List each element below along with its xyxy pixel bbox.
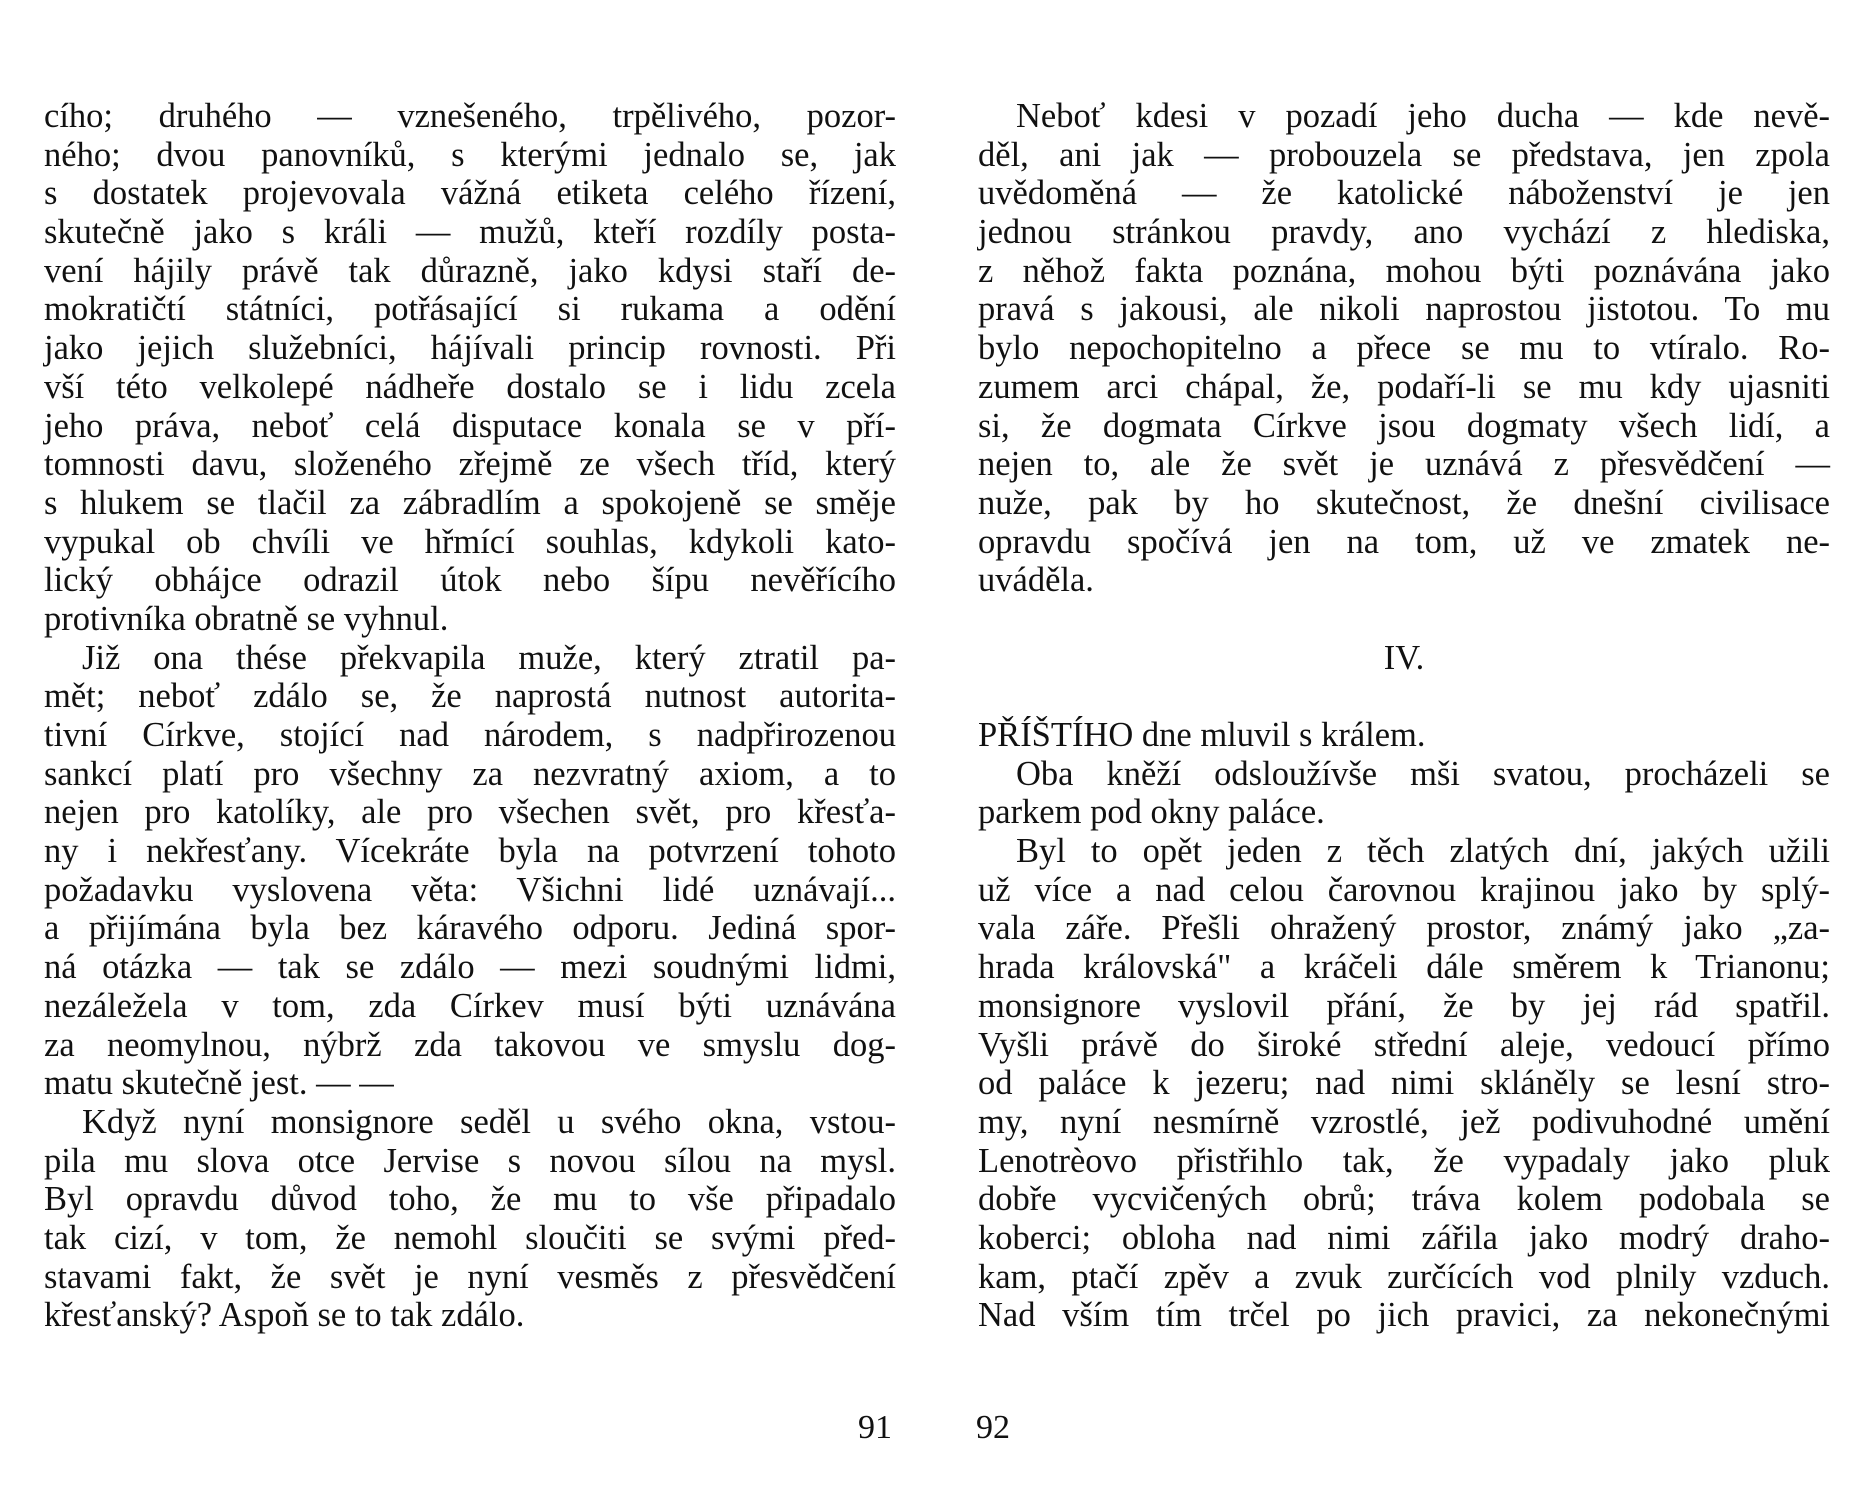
text-line: pila mu slova otce Jervise s novou sílou na mysl. [44, 1141, 896, 1180]
text-line: s hlukem se tlačil za zábradlím a spokojeně se směje [44, 483, 896, 522]
text-line: protivníka obratně se vyhnul. [44, 599, 449, 638]
text-line: bylo nepochopitelno a přece se mu to vtíralo. Ro- [978, 329, 1830, 368]
blank-line [978, 677, 1830, 716]
text-line: parkem pod okny paláce. [978, 793, 1325, 832]
text-line: vší této velkolepé nádheře dostalo se i lidu zcela [44, 367, 896, 406]
text-line: skutečně jako s králi — mužů, kteří rozdíly posta- [44, 213, 896, 252]
text-line: Nad vším tím trčel po jich pravici, za nekonečnými [978, 1296, 1830, 1335]
text-line: mokratičtí státníci, potřásající si rukama a odění [44, 290, 896, 329]
text-line: tomnosti davu, složeného zřejmě ze všech tříd, který [44, 445, 896, 484]
text-line: my, nyní nesmírně vzrostlé, jež podivuhodné umění [978, 1102, 1830, 1141]
text-line: koberci; obloha nad nimi zářila jako modrý draho- [978, 1218, 1830, 1257]
chapter-heading: IV. [1383, 638, 1425, 677]
text-line: nejen pro katolíky, ale pro všechen svět, pro křesťa- [44, 793, 896, 832]
text-line: dobře vycvičených obrů; tráva kolem podobala se [978, 1180, 1830, 1219]
right-page [932, 0, 1864, 1500]
text-line: Již ona thése překvapila muže, který ztratil pa- [82, 638, 896, 677]
text-line: tak cizí, v tom, že nemohl sloučiti se svými před- [44, 1218, 896, 1257]
text-line: si, že dogmata Církve jsou dogmaty všech lidí, a [978, 406, 1830, 445]
text-line: od paláce k jezeru; nad nimi skláněly se lesní stro- [978, 1064, 1830, 1103]
text-line: vypukal ob chvíli ve hřmící souhlas, kdykoli kato- [44, 522, 896, 561]
text-line: vení hájily právě tak důrazně, jako kdysi staří de- [44, 251, 896, 290]
text-line: ného; dvou panovníků, s kterými jednalo se, jak [44, 135, 896, 174]
text-line: křesťanský? Aspoň se to tak zdálo. [44, 1296, 525, 1335]
text-line: ná otázka — tak se zdálo — mezi soudnými lidmi, [44, 948, 896, 987]
text-line: cího; druhého — vznešeného, trpělivého, pozor- [44, 97, 896, 135]
text-line: a přijímána byla bez káravého odporu. Jediná spor- [44, 909, 896, 948]
text-line: požadavku vyslovena věta: Všichni lidé uznávají... [44, 870, 896, 909]
text-line: z něhož fakta poznána, mohou býti poznávána jako [978, 251, 1830, 290]
text-line: pravá s jakousi, ale nikoli naprostou jistotou. To mu [978, 290, 1830, 329]
text-line: nejen to, ale že svět je uznává z přesvědčení — [978, 445, 1830, 484]
text-line: matu skutečně jest. — — [44, 1064, 394, 1103]
text-line: jako jejich služebníci, hájívali princip rovnosti. Při [44, 329, 896, 368]
text-line: tivní Církve, stojící nad národem, s nadpřirozenou [44, 716, 896, 754]
text-line: monsignore vyslovil přání, že by jej rád spatřil. [978, 986, 1830, 1025]
left-text-column [44, 97, 896, 1335]
text-line: Když nyní monsignore seděl u svého okna, vstou- [82, 1102, 896, 1141]
text-line: uváděla. [978, 561, 1094, 600]
chapter-opening-line: PŘÍŠTÍHO dne mluvil s králem. [978, 716, 1426, 754]
text-line: vala záře. Přešli ohražený prostor, známý jako „za- [978, 909, 1830, 948]
text-line: opravdu spočívá jen na tom, už ve zmatek ne- [978, 522, 1830, 561]
text-line: Vyšli právě do široké střední aleje, vedoucí přímo [978, 1025, 1830, 1064]
text-line: Lenotrèovo přistřihlo tak, že vypadaly jako pluk [978, 1141, 1830, 1180]
text-line: lický obhájce odrazil útok nebo šípu nevěřícího [44, 561, 896, 600]
right-text-column [978, 97, 1830, 1335]
text-line: děl, ani jak — probouzela se představa, jen zpola [978, 135, 1830, 174]
page-number: 91 [858, 1409, 892, 1446]
text-line: uvědoměná — že katolické náboženství je jen [978, 174, 1830, 213]
text-line: jeho práva, neboť celá disputace konala se v pří- [44, 406, 896, 445]
text-line: hrada královská" a kráčeli dále směrem k Trianonu; [978, 948, 1830, 987]
text-line: sankcí platí pro všechny za nezvratný axiom, a to [44, 754, 896, 793]
page-number: 92 [976, 1409, 1010, 1446]
text-line: ny i nekřesťany. Vícekráte byla na potvrzení tohoto [44, 832, 896, 871]
text-line: jednou stránkou pravdy, ano vychází z hlediska, [978, 213, 1830, 252]
text-line: Byl to opět jeden z těch zlatých dní, jakých užili [1016, 832, 1830, 871]
text-line: už více a nad celou čarovnou krajinou jako by splý- [978, 870, 1830, 909]
text-line: s dostatek projevovala vážná etiketa celého řízení, [44, 174, 896, 213]
text-line: stavami fakt, že svět je nyní vesměs z přesvědčení [44, 1257, 896, 1296]
blank-line [978, 600, 1830, 639]
text-line: Oba kněží odsloužívše mši svatou, procházeli se [1016, 754, 1830, 793]
text-line: nezáležela v tom, zda Církev musí býti uznávána [44, 986, 896, 1025]
text-line: Neboť kdesi v pozadí jeho ducha — kde nevě- [1016, 97, 1830, 135]
text-line: Byl opravdu důvod toho, že mu to vše připadalo [44, 1180, 896, 1219]
text-line: kam, ptačí zpěv a zvuk zurčících vod plnily vzduch. [978, 1257, 1830, 1296]
text-line: mět; neboť zdálo se, že naprostá nutnost autorita- [44, 677, 896, 716]
text-line: zumem arci chápal, že, podaří-li se mu kdy ujasniti [978, 367, 1830, 406]
text-line: nuže, pak by ho skutečnost, že dnešní civilisace [978, 483, 1830, 522]
text-line: za neomylnou, nýbrž zda takovou ve smyslu dog- [44, 1025, 896, 1064]
